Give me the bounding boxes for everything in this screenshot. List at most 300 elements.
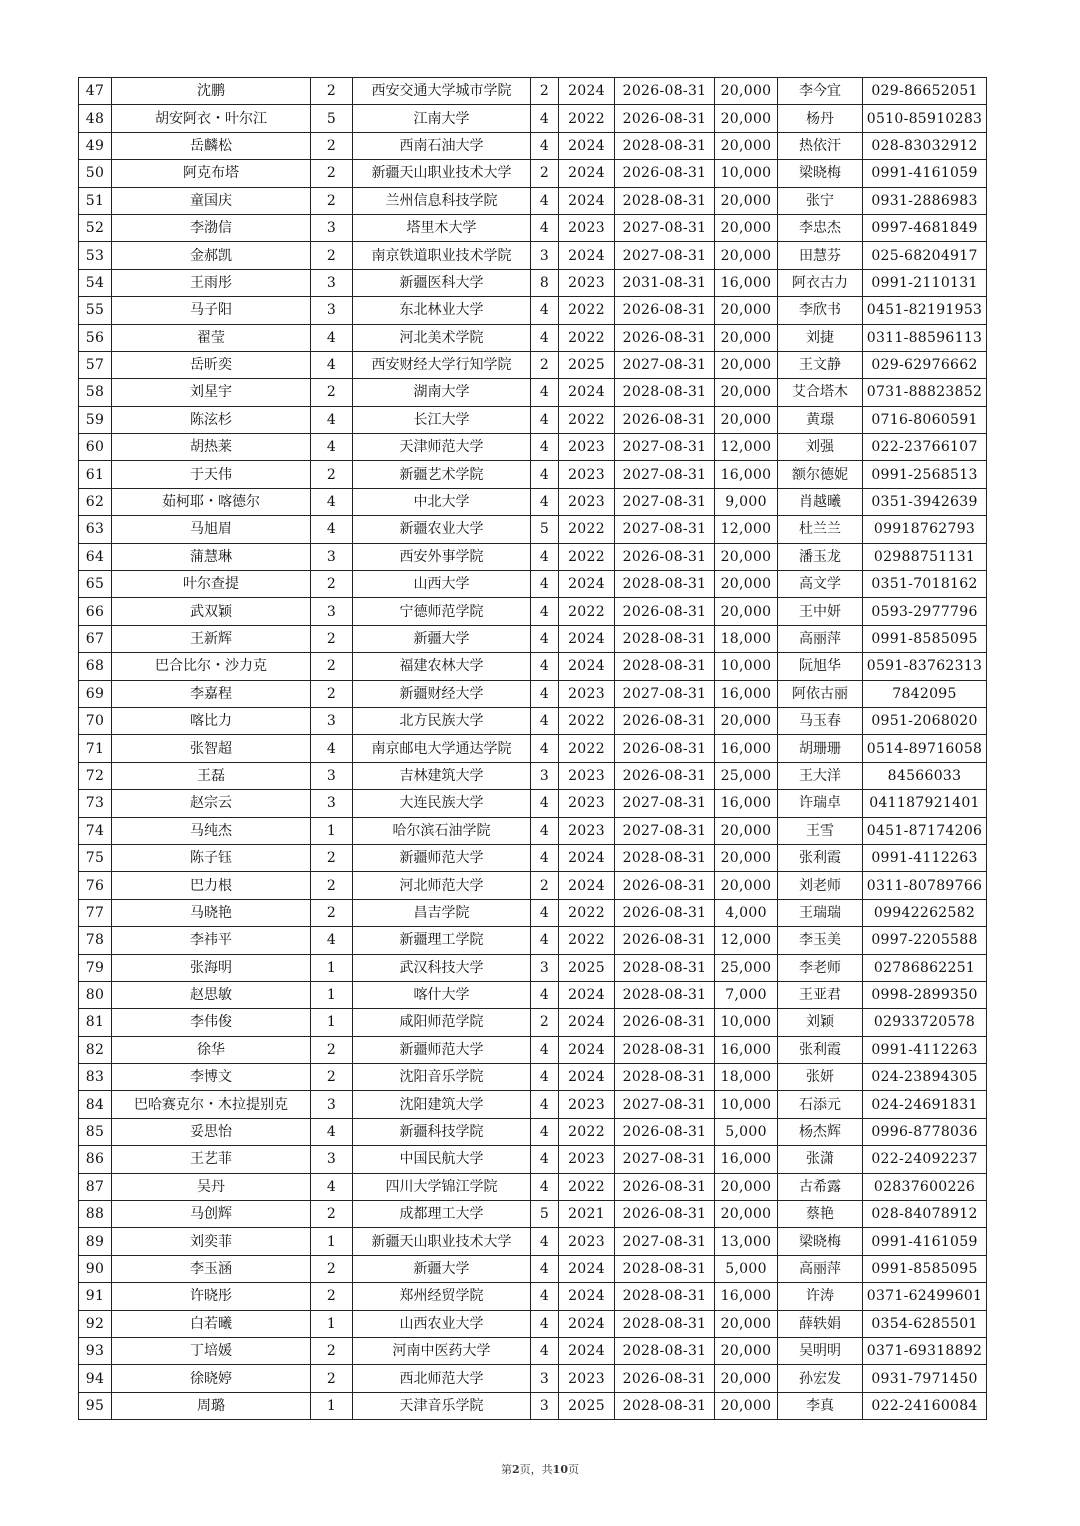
duration-cell: 4 bbox=[531, 707, 559, 734]
phone-cell: 7842095 bbox=[863, 680, 987, 707]
contact-cell: 李今宜 bbox=[778, 78, 863, 105]
phone-cell: 028-83032912 bbox=[863, 132, 987, 159]
duration-cell: 4 bbox=[531, 297, 559, 324]
end-date-cell: 2026-08-31 bbox=[615, 927, 715, 954]
amount-cell: 12,000 bbox=[715, 927, 778, 954]
name-cell: 赵宗云 bbox=[112, 790, 311, 817]
university-cell: 昌吉学院 bbox=[353, 899, 531, 926]
contact-cell: 王中妍 bbox=[778, 598, 863, 625]
end-date-cell: 2026-08-31 bbox=[615, 105, 715, 132]
duration-cell: 4 bbox=[531, 1310, 559, 1337]
contact-cell: 王大洋 bbox=[778, 762, 863, 789]
row-index-cell: 57 bbox=[79, 351, 112, 378]
university-cell: 新疆大学 bbox=[353, 625, 531, 652]
end-date-cell: 2028-08-31 bbox=[615, 653, 715, 680]
duration-cell: 4 bbox=[531, 105, 559, 132]
start-year-cell: 2024 bbox=[559, 844, 615, 871]
amount-cell: 20,000 bbox=[715, 132, 778, 159]
grade-cell: 3 bbox=[311, 269, 353, 296]
table-row bbox=[79, 954, 987, 981]
start-year-cell: 2024 bbox=[559, 160, 615, 187]
name-cell: 马纯杰 bbox=[112, 817, 311, 844]
duration-cell: 4 bbox=[531, 817, 559, 844]
phone-cell: 02933720578 bbox=[863, 1009, 987, 1036]
duration-cell: 4 bbox=[531, 461, 559, 488]
end-date-cell: 2027-08-31 bbox=[615, 1228, 715, 1255]
university-cell: 新疆财经大学 bbox=[353, 680, 531, 707]
start-year-cell: 2024 bbox=[559, 571, 615, 598]
grade-cell: 1 bbox=[311, 1310, 353, 1337]
amount-cell: 16,000 bbox=[715, 790, 778, 817]
university-cell: 哈尔滨石油学院 bbox=[353, 817, 531, 844]
table-row bbox=[79, 735, 987, 762]
name-cell: 周璐 bbox=[112, 1392, 311, 1419]
phone-cell: 0991-4112263 bbox=[863, 844, 987, 871]
university-cell: 河北美术学院 bbox=[353, 324, 531, 351]
amount-cell: 20,000 bbox=[715, 707, 778, 734]
phone-cell: 022-23766107 bbox=[863, 434, 987, 461]
duration-cell: 3 bbox=[531, 1392, 559, 1419]
grade-cell: 4 bbox=[311, 735, 353, 762]
grade-cell: 1 bbox=[311, 817, 353, 844]
grade-cell: 2 bbox=[311, 1036, 353, 1063]
start-year-cell: 2023 bbox=[559, 680, 615, 707]
grade-cell: 2 bbox=[311, 1255, 353, 1282]
row-index-cell: 61 bbox=[79, 461, 112, 488]
row-index-cell: 70 bbox=[79, 707, 112, 734]
phone-cell: 0451-82191953 bbox=[863, 297, 987, 324]
name-cell: 李嘉程 bbox=[112, 680, 311, 707]
amount-cell: 20,000 bbox=[715, 379, 778, 406]
university-cell: 西南石油大学 bbox=[353, 132, 531, 159]
row-index-cell: 50 bbox=[79, 160, 112, 187]
table-row bbox=[79, 78, 987, 105]
row-index-cell: 48 bbox=[79, 105, 112, 132]
start-year-cell: 2022 bbox=[559, 324, 615, 351]
name-cell: 金郝凯 bbox=[112, 242, 311, 269]
amount-cell: 20,000 bbox=[715, 242, 778, 269]
table-row bbox=[79, 214, 987, 241]
university-cell: 新疆天山职业技术大学 bbox=[353, 160, 531, 187]
table-row bbox=[79, 790, 987, 817]
phone-cell: 028-84078912 bbox=[863, 1201, 987, 1228]
amount-cell: 20,000 bbox=[715, 214, 778, 241]
contact-cell: 孙宏发 bbox=[778, 1365, 863, 1392]
row-index-cell: 53 bbox=[79, 242, 112, 269]
amount-cell: 20,000 bbox=[715, 1201, 778, 1228]
contact-cell: 李玉美 bbox=[778, 927, 863, 954]
amount-cell: 20,000 bbox=[715, 1365, 778, 1392]
university-cell: 山西大学 bbox=[353, 571, 531, 598]
end-date-cell: 2028-08-31 bbox=[615, 571, 715, 598]
table-row bbox=[79, 297, 987, 324]
footer-prefix: 第 bbox=[501, 1463, 513, 1476]
phone-cell: 0931-7971450 bbox=[863, 1365, 987, 1392]
table-row bbox=[79, 434, 987, 461]
duration-cell: 4 bbox=[531, 434, 559, 461]
row-index-cell: 89 bbox=[79, 1228, 112, 1255]
university-cell: 长江大学 bbox=[353, 406, 531, 433]
name-cell: 王磊 bbox=[112, 762, 311, 789]
table-row bbox=[79, 269, 987, 296]
contact-cell: 高丽萍 bbox=[778, 1255, 863, 1282]
start-year-cell: 2024 bbox=[559, 242, 615, 269]
grade-cell: 2 bbox=[311, 653, 353, 680]
name-cell: 胡安阿衣・叶尔江 bbox=[112, 105, 311, 132]
end-date-cell: 2026-08-31 bbox=[615, 1365, 715, 1392]
grade-cell: 2 bbox=[311, 1337, 353, 1364]
amount-cell: 20,000 bbox=[715, 105, 778, 132]
phone-cell: 022-24160084 bbox=[863, 1392, 987, 1419]
start-year-cell: 2023 bbox=[559, 762, 615, 789]
contact-cell: 阿衣古力 bbox=[778, 269, 863, 296]
phone-cell: 0991-8585095 bbox=[863, 625, 987, 652]
start-year-cell: 2022 bbox=[559, 105, 615, 132]
phone-cell: 84566033 bbox=[863, 762, 987, 789]
row-index-cell: 72 bbox=[79, 762, 112, 789]
end-date-cell: 2027-08-31 bbox=[615, 1146, 715, 1173]
amount-cell: 20,000 bbox=[715, 324, 778, 351]
start-year-cell: 2022 bbox=[559, 927, 615, 954]
grade-cell: 4 bbox=[311, 927, 353, 954]
grade-cell: 1 bbox=[311, 1228, 353, 1255]
start-year-cell: 2025 bbox=[559, 1392, 615, 1419]
contact-cell: 刘颖 bbox=[778, 1009, 863, 1036]
grade-cell: 3 bbox=[311, 762, 353, 789]
start-year-cell: 2024 bbox=[559, 981, 615, 1008]
start-year-cell: 2024 bbox=[559, 1310, 615, 1337]
name-cell: 于天伟 bbox=[112, 461, 311, 488]
university-cell: 四川大学锦江学院 bbox=[353, 1173, 531, 1200]
grade-cell: 4 bbox=[311, 488, 353, 515]
table-row bbox=[79, 406, 987, 433]
grade-cell: 1 bbox=[311, 981, 353, 1008]
contact-cell: 杜兰兰 bbox=[778, 516, 863, 543]
amount-cell: 20,000 bbox=[715, 406, 778, 433]
grade-cell: 1 bbox=[311, 1392, 353, 1419]
phone-cell: 041187921401 bbox=[863, 790, 987, 817]
table-row bbox=[79, 653, 987, 680]
table-row bbox=[79, 543, 987, 570]
contact-cell: 额尔德妮 bbox=[778, 461, 863, 488]
name-cell: 李伟俊 bbox=[112, 1009, 311, 1036]
university-cell: 江南大学 bbox=[353, 105, 531, 132]
row-index-cell: 83 bbox=[79, 1064, 112, 1091]
duration-cell: 3 bbox=[531, 762, 559, 789]
duration-cell: 4 bbox=[531, 571, 559, 598]
row-index-cell: 68 bbox=[79, 653, 112, 680]
row-index-cell: 82 bbox=[79, 1036, 112, 1063]
name-cell: 李祎平 bbox=[112, 927, 311, 954]
end-date-cell: 2026-08-31 bbox=[615, 78, 715, 105]
phone-cell: 024-24691831 bbox=[863, 1091, 987, 1118]
start-year-cell: 2024 bbox=[559, 1009, 615, 1036]
table-row bbox=[79, 707, 987, 734]
end-date-cell: 2027-08-31 bbox=[615, 214, 715, 241]
table-row bbox=[79, 1201, 987, 1228]
name-cell: 张海明 bbox=[112, 954, 311, 981]
end-date-cell: 2026-08-31 bbox=[615, 1009, 715, 1036]
phone-cell: 02988751131 bbox=[863, 543, 987, 570]
start-year-cell: 2023 bbox=[559, 1365, 615, 1392]
phone-cell: 0951-2068020 bbox=[863, 707, 987, 734]
table-row bbox=[79, 1064, 987, 1091]
end-date-cell: 2027-08-31 bbox=[615, 1091, 715, 1118]
phone-cell: 0371-69318892 bbox=[863, 1337, 987, 1364]
table-row bbox=[79, 680, 987, 707]
table-row bbox=[79, 187, 987, 214]
university-cell: 宁德师范学院 bbox=[353, 598, 531, 625]
university-cell: 河北师范大学 bbox=[353, 872, 531, 899]
amount-cell: 16,000 bbox=[715, 735, 778, 762]
university-cell: 新疆师范大学 bbox=[353, 1036, 531, 1063]
university-cell: 兰州信息科技学院 bbox=[353, 187, 531, 214]
footer-suffix: 页 bbox=[567, 1463, 579, 1476]
phone-cell: 029-86652051 bbox=[863, 78, 987, 105]
amount-cell: 10,000 bbox=[715, 160, 778, 187]
grade-cell: 1 bbox=[311, 1009, 353, 1036]
duration-cell: 4 bbox=[531, 1118, 559, 1145]
grade-cell: 3 bbox=[311, 214, 353, 241]
phone-cell: 09942262582 bbox=[863, 899, 987, 926]
university-cell: 河南中医药大学 bbox=[353, 1337, 531, 1364]
name-cell: 赵思敏 bbox=[112, 981, 311, 1008]
duration-cell: 4 bbox=[531, 1283, 559, 1310]
row-index-cell: 88 bbox=[79, 1201, 112, 1228]
start-year-cell: 2024 bbox=[559, 1337, 615, 1364]
university-cell: 湖南大学 bbox=[353, 379, 531, 406]
row-index-cell: 91 bbox=[79, 1283, 112, 1310]
phone-cell: 0997-4681849 bbox=[863, 214, 987, 241]
duration-cell: 4 bbox=[531, 981, 559, 1008]
start-year-cell: 2023 bbox=[559, 817, 615, 844]
contact-cell: 李真 bbox=[778, 1392, 863, 1419]
start-year-cell: 2024 bbox=[559, 1036, 615, 1063]
table-row bbox=[79, 571, 987, 598]
table-row bbox=[79, 844, 987, 871]
start-year-cell: 2023 bbox=[559, 488, 615, 515]
duration-cell: 3 bbox=[531, 242, 559, 269]
row-index-cell: 54 bbox=[79, 269, 112, 296]
phone-cell: 02837600226 bbox=[863, 1173, 987, 1200]
table-row bbox=[79, 872, 987, 899]
row-index-cell: 73 bbox=[79, 790, 112, 817]
contact-cell: 李欣书 bbox=[778, 297, 863, 324]
table-row bbox=[79, 1255, 987, 1282]
university-cell: 南京邮电大学通达学院 bbox=[353, 735, 531, 762]
contact-cell: 张利霞 bbox=[778, 1036, 863, 1063]
university-cell: 武汉科技大学 bbox=[353, 954, 531, 981]
start-year-cell: 2024 bbox=[559, 625, 615, 652]
table-row bbox=[79, 379, 987, 406]
start-year-cell: 2022 bbox=[559, 516, 615, 543]
university-cell: 中国民航大学 bbox=[353, 1146, 531, 1173]
contact-cell: 杨杰辉 bbox=[778, 1118, 863, 1145]
grade-cell: 3 bbox=[311, 1146, 353, 1173]
amount-cell: 20,000 bbox=[715, 297, 778, 324]
row-index-cell: 69 bbox=[79, 680, 112, 707]
end-date-cell: 2027-08-31 bbox=[615, 351, 715, 378]
university-cell: 塔里木大学 bbox=[353, 214, 531, 241]
contact-cell: 李忠杰 bbox=[778, 214, 863, 241]
row-index-cell: 56 bbox=[79, 324, 112, 351]
contact-cell: 古希露 bbox=[778, 1173, 863, 1200]
end-date-cell: 2028-08-31 bbox=[615, 844, 715, 871]
university-cell: 成都理工大学 bbox=[353, 1201, 531, 1228]
amount-cell: 16,000 bbox=[715, 1036, 778, 1063]
end-date-cell: 2026-08-31 bbox=[615, 735, 715, 762]
table-row bbox=[79, 242, 987, 269]
amount-cell: 5,000 bbox=[715, 1255, 778, 1282]
amount-cell: 12,000 bbox=[715, 516, 778, 543]
grade-cell: 3 bbox=[311, 1091, 353, 1118]
phone-cell: 025-68204917 bbox=[863, 242, 987, 269]
grade-cell: 4 bbox=[311, 351, 353, 378]
amount-cell: 18,000 bbox=[715, 625, 778, 652]
phone-cell: 0731-88823852 bbox=[863, 379, 987, 406]
name-cell: 王新辉 bbox=[112, 625, 311, 652]
table-row bbox=[79, 461, 987, 488]
start-year-cell: 2024 bbox=[559, 132, 615, 159]
contact-cell: 阿依古丽 bbox=[778, 680, 863, 707]
university-cell: 沈阳建筑大学 bbox=[353, 1091, 531, 1118]
row-index-cell: 81 bbox=[79, 1009, 112, 1036]
grade-cell: 2 bbox=[311, 844, 353, 871]
university-cell: 福建农林大学 bbox=[353, 653, 531, 680]
duration-cell: 4 bbox=[531, 680, 559, 707]
name-cell: 许晓彤 bbox=[112, 1283, 311, 1310]
contact-cell: 蔡艳 bbox=[778, 1201, 863, 1228]
duration-cell: 4 bbox=[531, 735, 559, 762]
duration-cell: 4 bbox=[531, 1255, 559, 1282]
table-body bbox=[79, 78, 987, 1420]
amount-cell: 16,000 bbox=[715, 680, 778, 707]
end-date-cell: 2026-08-31 bbox=[615, 707, 715, 734]
end-date-cell: 2027-08-31 bbox=[615, 488, 715, 515]
grade-cell: 3 bbox=[311, 598, 353, 625]
duration-cell: 2 bbox=[531, 78, 559, 105]
end-date-cell: 2028-08-31 bbox=[615, 981, 715, 1008]
duration-cell: 2 bbox=[531, 160, 559, 187]
end-date-cell: 2026-08-31 bbox=[615, 160, 715, 187]
row-index-cell: 60 bbox=[79, 434, 112, 461]
duration-cell: 2 bbox=[531, 872, 559, 899]
duration-cell: 4 bbox=[531, 187, 559, 214]
end-date-cell: 2028-08-31 bbox=[615, 954, 715, 981]
university-cell: 中北大学 bbox=[353, 488, 531, 515]
row-index-cell: 65 bbox=[79, 571, 112, 598]
grade-cell: 2 bbox=[311, 242, 353, 269]
amount-cell: 20,000 bbox=[715, 1310, 778, 1337]
name-cell: 徐晓婷 bbox=[112, 1365, 311, 1392]
row-index-cell: 76 bbox=[79, 872, 112, 899]
contact-cell: 刘强 bbox=[778, 434, 863, 461]
name-cell: 李玉涵 bbox=[112, 1255, 311, 1282]
end-date-cell: 2026-08-31 bbox=[615, 899, 715, 926]
row-index-cell: 94 bbox=[79, 1365, 112, 1392]
grade-cell: 4 bbox=[311, 324, 353, 351]
end-date-cell: 2027-08-31 bbox=[615, 680, 715, 707]
amount-cell: 13,000 bbox=[715, 1228, 778, 1255]
duration-cell: 4 bbox=[531, 598, 559, 625]
start-year-cell: 2023 bbox=[559, 1146, 615, 1173]
row-index-cell: 85 bbox=[79, 1118, 112, 1145]
name-cell: 童国庆 bbox=[112, 187, 311, 214]
duration-cell: 4 bbox=[531, 844, 559, 871]
university-cell: 新疆医科大学 bbox=[353, 269, 531, 296]
start-year-cell: 2023 bbox=[559, 1228, 615, 1255]
row-index-cell: 52 bbox=[79, 214, 112, 241]
phone-cell: 0451-87174206 bbox=[863, 817, 987, 844]
start-year-cell: 2025 bbox=[559, 351, 615, 378]
name-cell: 马子阳 bbox=[112, 297, 311, 324]
end-date-cell: 2026-08-31 bbox=[615, 1201, 715, 1228]
contact-cell: 张利霞 bbox=[778, 844, 863, 871]
contact-cell: 高文学 bbox=[778, 571, 863, 598]
row-index-cell: 55 bbox=[79, 297, 112, 324]
name-cell: 巴哈赛克尔・木拉提别克 bbox=[112, 1091, 311, 1118]
table-row bbox=[79, 1091, 987, 1118]
duration-cell: 4 bbox=[531, 1337, 559, 1364]
duration-cell: 4 bbox=[531, 1064, 559, 1091]
row-index-cell: 49 bbox=[79, 132, 112, 159]
amount-cell: 20,000 bbox=[715, 817, 778, 844]
university-cell: 新疆天山职业技术大学 bbox=[353, 1228, 531, 1255]
table-row bbox=[79, 1365, 987, 1392]
table-row bbox=[79, 981, 987, 1008]
phone-cell: 0311-80789766 bbox=[863, 872, 987, 899]
name-cell: 翟莹 bbox=[112, 324, 311, 351]
table-row bbox=[79, 1009, 987, 1036]
grade-cell: 3 bbox=[311, 543, 353, 570]
duration-cell: 4 bbox=[531, 1146, 559, 1173]
start-year-cell: 2024 bbox=[559, 1064, 615, 1091]
grade-cell: 3 bbox=[311, 297, 353, 324]
grade-cell: 2 bbox=[311, 1201, 353, 1228]
contact-cell: 王雪 bbox=[778, 817, 863, 844]
name-cell: 陈子钰 bbox=[112, 844, 311, 871]
table-row bbox=[79, 516, 987, 543]
row-index-cell: 92 bbox=[79, 1310, 112, 1337]
start-year-cell: 2024 bbox=[559, 1283, 615, 1310]
table-row bbox=[79, 324, 987, 351]
grade-cell: 2 bbox=[311, 160, 353, 187]
grade-cell: 2 bbox=[311, 379, 353, 406]
end-date-cell: 2027-08-31 bbox=[615, 516, 715, 543]
phone-cell: 0514-89716058 bbox=[863, 735, 987, 762]
amount-cell: 20,000 bbox=[715, 571, 778, 598]
start-year-cell: 2023 bbox=[559, 434, 615, 461]
phone-cell: 0991-8585095 bbox=[863, 1255, 987, 1282]
name-cell: 李博文 bbox=[112, 1064, 311, 1091]
name-cell: 刘奕菲 bbox=[112, 1228, 311, 1255]
phone-cell: 02786862251 bbox=[863, 954, 987, 981]
amount-cell: 16,000 bbox=[715, 1283, 778, 1310]
end-date-cell: 2026-08-31 bbox=[615, 598, 715, 625]
table-row bbox=[79, 762, 987, 789]
end-date-cell: 2026-08-31 bbox=[615, 762, 715, 789]
amount-cell: 20,000 bbox=[715, 1173, 778, 1200]
grade-cell: 2 bbox=[311, 1365, 353, 1392]
grade-cell: 5 bbox=[311, 105, 353, 132]
end-date-cell: 2026-08-31 bbox=[615, 297, 715, 324]
contact-cell: 艾合塔木 bbox=[778, 379, 863, 406]
table-row bbox=[79, 1036, 987, 1063]
grade-cell: 2 bbox=[311, 625, 353, 652]
amount-cell: 25,000 bbox=[715, 954, 778, 981]
contact-cell: 王文静 bbox=[778, 351, 863, 378]
footer-page-number: 2 bbox=[512, 1463, 520, 1476]
